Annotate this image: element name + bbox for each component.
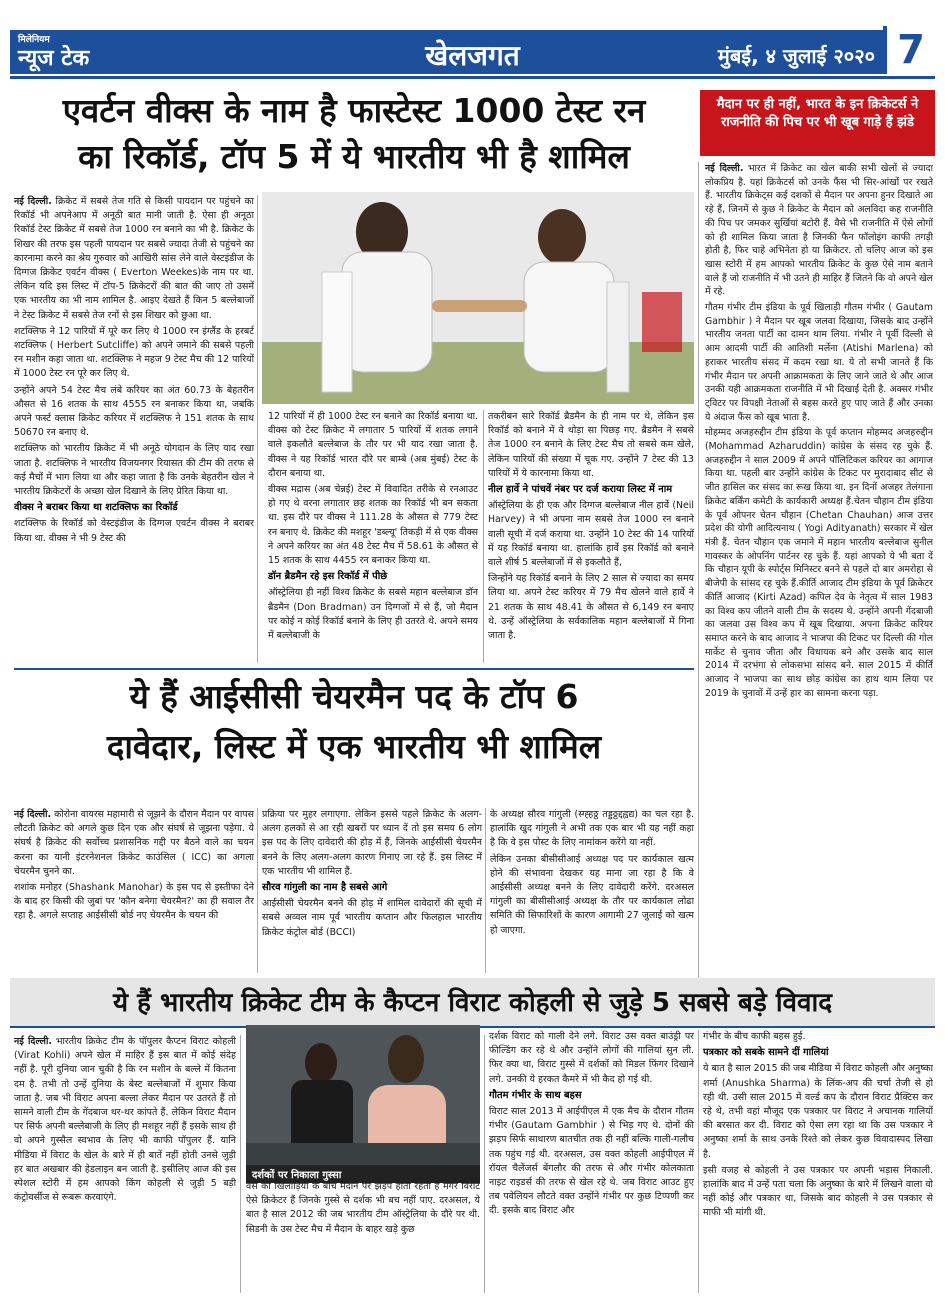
divider xyxy=(483,410,484,663)
story3-col2 xyxy=(246,1180,480,1293)
story1-dateline: नई दिल्ली. xyxy=(14,196,52,207)
story1-col2 xyxy=(268,410,478,663)
story1-col1-p4: शटक्लिफ को भारतीय क्रिकेट में भी अनूठे योगदान के लिए याद रखा जाता है. शटक्लिफ ने भारतीय विजयनगर रियासत की टीम की तरफ से कई मैचों में भाग लिया था और कहा जाता है कि उनके बेहतरीन खेल ने भारतीय क्रिकेटरों के अच्छा खेल दिखाने के लिए प्रेरित किया था. xyxy=(14,443,254,498)
divider xyxy=(485,808,486,973)
story1-col3-subhead: नील हार्वे ने पांचवें नंबर पर दर्ज कराया लिस्ट में नाम xyxy=(488,484,673,496)
divider xyxy=(240,1035,241,1293)
side-story-headline: मैदान पर ही नहीं, भारत के इन क्रिकेटर्स ने राजनीति की पिच पर भी खूब गाड़े हैं झंडे xyxy=(700,90,935,156)
story1-col1-subhead: वीक्स ने बराबर किया था शटक्लिफ का रिकॉर्ड xyxy=(14,502,178,514)
story3-col1 xyxy=(14,1035,236,1293)
divider xyxy=(257,808,258,973)
side-story-dateline: नई दिल्ली. xyxy=(705,163,744,174)
brand-small: मिलेनियम xyxy=(18,35,50,45)
story3-col3-subhead: गौतम गंभीर के साथ बहस xyxy=(489,1089,582,1101)
story1-col1-p2: शटक्लिफ ने 12 पारियों में पूरे कर लिए थे 1000 रन इंग्लैंड के हरबर्ट शटक्लिफ ( Herbert Sutcliffe) को अपने जमाने की सबसे पहली रन मशीन कहा जाता था. शटक्लिफ ने महज 9 टेस्ट मैच की 12 पारियों में 1000 टेस्ट रन पूरे कर लिए थे. xyxy=(14,325,254,380)
story2-col3 xyxy=(490,808,694,973)
story1-headline-line2: का रिकॉर्ड, टॉप 5 में ये भारतीय भी है शामिल xyxy=(78,137,630,176)
brand-name: न्यूज टेक xyxy=(18,46,90,71)
side-story-p1: भारत में क्रिकेट का खेल बाकी सभी खेलों से ज्यादा लोकप्रिय है. यहां क्रिकेटर्स को उनके फैंस भी सिर-आंखों पर रखते हैं. भारतीय क्रिकेट्स कई दशकों से मैदान पर अपना हुनर दिखाते आ रहे हैं, जिनमें से कुछ ने क्रिकेट के मैदान को अलविदा कह राजनीति की पिच पर जमकर सुर्खियां बटोरी हैं. वैसे भी राजनीति में ऐसे लोगों को ही शामिल किया जाता है जिनकी फैन फॉलोइंग काफी तगड़ी होती है, फिर चाहे अभिनेता हो या क्रिकेटर. तो चलिए आज को इस खास स्टोरी में हम आपको भारतीय क्रिकेट के कुछ ऐसे नाम बताने वाले हैं जो राजनीति में भी उतने ही माहिर हैं जितने कि वो अपने खेल में रहे. xyxy=(705,163,933,298)
story3-dateline: नई दिल्ली. xyxy=(14,1036,52,1047)
story2-col2-p1: प्रक्रिया पर मुहर लगाएगा. लेकिन इससे पहले क्रिकेट के अलग-अलग हलकों से आ रही खबरों पर ध्यान दें तो इस समय 6 लोग इस पद के लिए दावेदारी की होड़ में हैं, जिनके आईसीसी चेयरमैन बनने के लिए अलग-अलग कारण गिनाए जा रहे हैं. इस लिस्ट में एक भारतीय भी शामिल हैं. xyxy=(262,809,482,877)
masthead-rule xyxy=(10,76,935,79)
story1-col3-p2: ऑस्ट्रेलिया के ही एक और दिग्गज बल्लेबाज नील हार्वे (Neil Harvey) ने भी अपना नाम सबसे तेज 1000 रन बनाने वाली सूची में दर्ज कराया था. उन्होंने 10 टेस्ट की 14 पारियों में यह रिकॉर्ड बनाया था. हालांकि हार्वे इस रिकॉर्ड को बनाने वाले शीर्ष 5 बल्लेबाजों में से इकलौते हैं, xyxy=(488,500,694,569)
story2-rule xyxy=(14,668,694,670)
story3-col3-p2: विराट साल 2013 में आईपीएल में एक मैच के दौरान गौतम गंभीर (Gautam Gambhir ) से भिड़ गए थे. दोनों की झड़प सिर्फ साधारण बातचीत तक ही नहीं बल्कि गाली-गलौच तक पहुंच गई थी. दरअसल, उस वक्त कोहली आईपीएल में रॉयल चैलेंजर्स बेंगलौर की तरफ से और गंभीर कोलकाता नाइट राइडर्स की तरफ से खेल रहे थे. जब विराट आउट हुए तब पवेलियन लौटते वक्त उन्होंने गंभीर पर कुछ टिप्पणी कर दी. इसके बाद विराट और xyxy=(489,1106,694,1217)
story2-headline xyxy=(14,672,694,772)
side-story-p3: मोहम्मद अजहरुद्दीन टीम इंडिया के पूर्व कप्तान मोहम्मद अजहरुद्दीन (Mohammad Azharuddin) कांग्रेस के संसद रह चुके हैं. अजहरुद्दीन ने साल 2009 में अपने पॉलिटिकल करियर का आगाज किया था. पहली बार उन्होंने कांग्रेस के टिकट पर मुरादाबाद सीट से जीत हासिल कर संसद का रूख किया था. इन दिनों अजहर तेलंगाना क्रिकेट बर्किंग कमेटी के कार्यकारी अध्यक्ष हैं.चेतन चौहान टीम इंडिया के पूर्व ओपनर चेतन चौहान (Chetan Chauhan) आज उत्तर प्रदेश की योगी आदित्यनाथ ( Yogi Adityanath) सरकार में खेल मंत्री हैं. चेतन चौहान एक जमाने में महान भारतीय बल्लेबाज सुनील गावस्कर के ओपनिंग पार्टनर रह चुके हैं. यहां आपको ये भी बता दें कि चौहान यूपी के स्पोर्ट्स मिनिस्टर बनने से पहले दो बार अमरोहा से बीजेपी के सांसद रह चुके हैं.कीर्ति आजाद टीम इंडिया के पूर्व क्रिकेटर कीर्ति आजाद (Kirti Azad) कपिल देव के नेतृत्व में साल 1983 का विश्व कप जीतने वाली टीम के सदस्य थे. उन्होंने अपनी गेंदबाजी का जलवा उस विश्व कप में खूब दिखाया. अपना क्रिकेट करियर समाप्त करने के बाद आजाद ने भाजपा की टिकट पर दिल्ली की गोल मार्केट से चुनाव जीता और विधायक बने और उसके बाद साल 2014 में दरभंगा से लोकसभा सांसद बने. साल 2015 में कीर्ति आजाद ने भाजपा का साथ छोड़ कांग्रेस का हाथ थाम लिया पर 2019 के चुनावों में उन्हें हार का सामना करना पड़ा. xyxy=(705,427,933,699)
story2-headline-line2: दावेदार, लिस्ट में एक भारतीय भी शामिल xyxy=(106,727,602,766)
story1-col2-subhead: डॉन ब्रैडमैन रहे इस रिकॉर्ड में पीछे xyxy=(268,571,388,583)
story3-col4-subhead: पत्रकार को सबके सामने दीं गालियां xyxy=(703,1047,829,1059)
story3-col4 xyxy=(703,1030,933,1293)
story3-col3 xyxy=(489,1030,694,1293)
story2-col1 xyxy=(14,808,254,973)
story1-col2-p3: ऑस्ट्रेलिया ही नहीं विश्व क्रिकेट के सबसे महान बल्लेबाज डॉन ब्रैडमैन (Don Bradman) उन दिग्गजों में से हैं, जो मैदान पर कोई न कोई रिकॉर्ड बनाने के लिए ही उतरते थे. अपने समय में बल्लेबाजी के xyxy=(268,587,478,642)
story3-col4-p3: इसी वजह से कोहली ने उस पत्रकार पर अपनी भड़ास निकाली. हालांकि बाद में उन्हें पता चला कि अनुष्का के बारे में लिखने वाला वो नहीं कोई और पत्रकार था, जिसके बाद कोहली ने उस पत्रकार से माफी भी मांगी थी. xyxy=(703,1164,933,1219)
story1-col1-p3: उन्होंने अपने 54 टेस्ट मैच लंबे करियर का अंत 60.73 के बेहतरीन औसत से 16 शतक के साथ 4555 रन बनाकर किया था, जबकि अपने फर्स्ट क्लास क्रिकेट करियर में शटक्लिफ ने 151 शतक के साथ 50670 रन बनाए थे. xyxy=(14,384,254,439)
story3-photo xyxy=(246,1025,480,1165)
story3-col4-p1: गंभीर के बीच काफी बहस हुई. xyxy=(703,1031,806,1042)
story1-col3-p3: जिन्होंने यह रिकॉर्ड बनाने के लिए 2 साल से ज्यादा का समय लिया था. अपने टेस्ट करियर में 79 मैच खेलने वाले हार्वे ने 21 शतक के साथ 48.41 के औसत से 6,149 रन बनाए थे. उन्हें ऑस्ट्रेलिया के सर्वकालिक महान बल्लेबाजों में गिना जाता है. xyxy=(488,573,694,642)
story2-col2-subhead: सौरव गांगुली का नाम है सबसे आगे xyxy=(262,882,388,894)
divider xyxy=(698,162,699,982)
kohli-anushka-image xyxy=(246,1025,480,1165)
story3-col4-p2: ये बात है साल 2015 की जब मीडिया में विराट कोहली और अनुष्का शर्मा (Anushka Sharma) के लिंक-अप की चर्चा तेजी से हो रही थी. उसी साल 2015 में वर्ल्ड कप के दौरान विराट प्रैक्टिस कर रहे थे, तभी वहां मौजूद एक पत्रकार पर विराट ने अचानक गालियों की बरसात कर दी. विराट को ऐसा लग रहा था कि उस पत्रकार ने अनुष्का शर्मा के साथ उनके रिश्ते को लेकर कुछ विवादास्पद लिखा है. xyxy=(703,1063,933,1160)
divider xyxy=(257,195,258,663)
story3-col1-p1: भारतीय क्रिकेट टीम के पॉपुलर कैप्टन विराट कोहली (Virat Kohli) अपने खेल में माहिर हैं इस बात में कोई संदेह नहीं है. पूरी दुनिया जान चुकी है कि रन मशीन के बल्ले में कितना दम है. तभी तो उन्हें दुनिया के बेस्ट बल्लेबाजों में शुमार किया जाता है. जब भी विराट अपना बल्ला लेकर मैदान पर उतरते हैं तो सामने वाली टीम के गेंदबाज थर-थर कांपते हैं. लेकिन विराट मैदान पर सिर्फ अपनी बल्लेबाजी के लिए ही मशहूर नहीं हैं इसके साथ ही वो अपने गुस्सैल स्वभाव के लिए भी काफी पॉपुलर हैं. यानि मीडिया में विराट के खेल के बारे में ही बातें नहीं होती उनसे जुड़ी हर बात अखबार की हेडलाइन बन जाती है. इसीलिए आज की इस स्पेशल स्टोरी में हम आपको किंग कोहली से जुड़ी 5 बड़ी कंट्रोवर्सीज से रूबरू करवाएंगे. xyxy=(14,1036,236,1204)
story3-banner xyxy=(10,978,935,1028)
story1-col1-p1: क्रिकेट में सबसे तेज गति से किसी पायदान पर पहुंचने का रिकॉर्ड भी अपनेआप में अनूठी बात मानी जाती है. ऐसा ही अनूठा रिकॉर्ड टेस्ट क्रिकेट में सबसे तेज 1000 रन बनाने का भी है. क्रिकेट के शिखर की तरफ इस पहली पायदान पर सबसे ज्यादा तेजी से पहुंचने का कारनामा करने का श्रेय गुरुवार को आखिरी सांस लेने वाले वेस्टइंडीज के दिग्गज क्रिकेट एवर्टन वीक्स ( Everton Weekes)के नाम पर था. लेकिन यदि इस लिस्ट में टॉप-5 क्रिकेटरों की बात की जाए तो उसमें एक भारतीय का भी नाम शामिल है. आइए देखते हैं किन 5 बल्लेबाजों ने टेस्ट क्रिकेट में सबसे तेज रनों से इस शिखर को छुआ था. xyxy=(14,196,254,321)
side-story-body xyxy=(705,162,933,982)
masthead xyxy=(10,27,935,74)
story3-col2-p1: वैसे को खिलाड़ियों के बीच मैदान पर झड़प होती रहती है मगर विराट ऐसे क्रिकेटर हैं जिनके गुस्से से दर्शक भी बच नहीं पाए. दरअसल, ये बात है साल 2012 की जब भारतीय टीम ऑस्ट्रेलिया के दौरे पर थी. सिडनी के उस टेस्ट मैच में मैदान के बाहर खड़े कुछ xyxy=(246,1181,480,1235)
story1-col2-p2: वीक्स मद्रास (अब चेन्नई) टेस्ट में विवादित तरीके से रनआउट हो गए थे वरना लगातार छह शतक का रिकॉर्ड भी बन सकता था. इस दौरे पर वीक्स ने 111.28 के औसत से 779 टेस्ट रन बनाए थे. क्रिकेट की मशहूर 'डब्ल्यू' तिकड़ी में से एक वीक्स ने अपने करियर का अंत 48 टेस्ट मैच में 58.61 के औसत से 15 शतक के साथ 4455 रन बनाकर किया था. xyxy=(268,484,478,567)
story1-photo xyxy=(262,192,694,404)
story1-col3 xyxy=(488,410,694,663)
divider xyxy=(698,1030,699,1293)
story2-col2-p2: आईसीसी चेयरमैन बनने की होड़ में शामिल दावेदारों की सूची में सबसे अव्वल नाम पूर्व भारतीय कप्तान और फिलहाल भारतीय क्रिकेट कंट्रोल बोर्ड (BCCI) xyxy=(262,898,482,938)
story2-dateline: नई दिल्ली. xyxy=(14,809,52,820)
divider xyxy=(484,1035,485,1293)
story3-headline: ये हैं भारतीय क्रिकेट टीम के कैप्टन विराट कोहली से जुड़े 5 सबसे बड़े विवाद xyxy=(113,988,832,1018)
story2-col1-p1: कोरोना वायरस महामारी से जूझने के दौरान मैदान पर वापस लौटती क्रिकेट को अगले कुछ दिन एक और संघर्ष से जूझना पड़ेगा. ये संघर्ष है क्रिकेट की सर्वोच्च प्रशासनिक गद्दी पर बैठने वाले का चयन करना का यानी इंटरनेशनल क्रिकेट काउंसिल ( ICC) का अगला चेयरमैन चुनने का. xyxy=(14,809,254,877)
story1-col2-p1: 12 पारियों में ही 1000 टेस्ट रन बनाने का रिकॉर्ड बनाया था. वीक्स को टेस्ट क्रिकेट में लगातार 5 पारियों में शतक लगाने वाले इकलौते बल्लेबाज के तौर पर भी याद रखा जाता है. वीक्स ने यह रिकॉर्ड भारत दौरे पर बाम्बे (अब मुंबई) टेस्ट के दौरान बनाया था. xyxy=(268,411,478,479)
story2-col3-p2: लेकिन उनका बीसीसीआई अध्यक्ष पद पर कार्यकाल खत्म होने की संभावना देखकर यह माना जा रहा है कि वे आईसीसी अध्यक्ष बनने के लिए दावेदारी करेंगे. दरअसल गांगुली का बीसीसीआई अध्यक्ष के तौर पर कार्यकाल लोढा समिति की सिफारिशों के कारण आगामी 27 जुलाई को खत्म हो जाएगा. xyxy=(490,853,694,936)
page-number: 7 xyxy=(883,26,935,74)
issue-date: मुंबई, ४ जुलाई २०२० xyxy=(717,44,875,68)
side-story-p2: गौतम गंभीर टीम इंडिया के पूर्व खिलाड़ी गौतम गंभीर ( Gautam Gambhir ) ने मैदान पर खूब जलवा दिखाया, जिसके बाद उन्होंने भारतीय जनता पार्टी का दामन थाम लिया. गंभीर ने पूर्वी दिल्ली से आम आदमी पार्टी की आतिशी मर्लेना (Atishi Marlena) को हराकर भारतीय संसद में कदम रखा था. ये तो सभी जानते हैं कि गंभीर मैदान पर अपनी आक्रामकता के लिए जाने जाते थे और आज उनकी यही आक्रमकता राजनीति में भी दिखाई देती है. अक्सर गंभीर ट्विटर पर विपक्षी नेताओं से बहस करते हुए पाए जाते हैं और उनका ये अंदाज फैंस को खूब भाता है. xyxy=(705,302,933,423)
story2-headline-line1: ये हैं आईसीसी चेयरमैन पद के टॉप 6 xyxy=(129,677,579,716)
story2-col1-p2: शशांक मनोहर (Shashank Manohar) के इस पद से इस्तीफा देने के बाद हर किसी की जुबां पर 'कौन बनेगा चेयरमैन?' का ही सवाल तैर रहा है. अगले सप्ताह आईसीसी बोर्ड नए चेयरमैन के चयन की xyxy=(14,882,254,922)
cricketers-handshake-image xyxy=(262,192,694,404)
story3-photo-caption: दर्शकों पर निकाला गुस्सा xyxy=(246,1165,480,1183)
story1-col1 xyxy=(14,195,254,663)
story1-headline xyxy=(14,88,694,180)
story1-col3-p1: तकरीबन सारे रिकॉर्ड ब्रैडमैन के ही नाम पर थे, लेकिन इस रिकॉर्ड को बनाने में वे थोड़ा सा पिछड़ गए. ब्रैडमैन ने सबसे तेज 1000 रन बनाने के लिए टेस्ट मैच तो सबसे कम खेले, लेकिन पारियों की संख्या में चूक गए. उन्होंने 7 टेस्ट की 13 पारियों में ये कारनामा किया था. xyxy=(488,411,694,479)
story1-col1-p5: शटक्लिफ के रिकॉर्ड को वेस्टइंडीज के दिग्गज एवर्टन वीक्स ने बराबर किया था. वीक्स ने भी 9 टेस्ट की xyxy=(14,518,254,544)
section-title: खेलजगत xyxy=(425,39,520,72)
story2-col3-p1: के अध्यक्ष सौरव गांगुली (स्ग्ह्हठ्ठ तड्डठ्ठद्दह्वद्य) का चल रहा है. हालांकि खुद गांगुली ने अभी तक एक बार भी यह नहीं कहा है कि वे इस पोस्ट के लिए नामांकन करेंगे या नहीं. xyxy=(490,809,694,849)
story2-col2 xyxy=(262,808,482,973)
story3-col3-p1: दर्शक विराट को गाली देने लगे. विराट उस वक्त बाउंड्री पर फील्डिंग कर रहे थे और उन्होंने लोगों की गालियां सुन ली. फिर क्या था, विराट गुस्से में दर्शकों को मिडल फिंगर दिखाने लगे. उनकी ये हरकत कैमरे में भी कैद हो गई थी. xyxy=(489,1031,694,1085)
story1-headline-line1: एवर्टन वीक्स के नाम है फास्टेस्ट 1000 टेस्ट रन xyxy=(62,91,646,130)
